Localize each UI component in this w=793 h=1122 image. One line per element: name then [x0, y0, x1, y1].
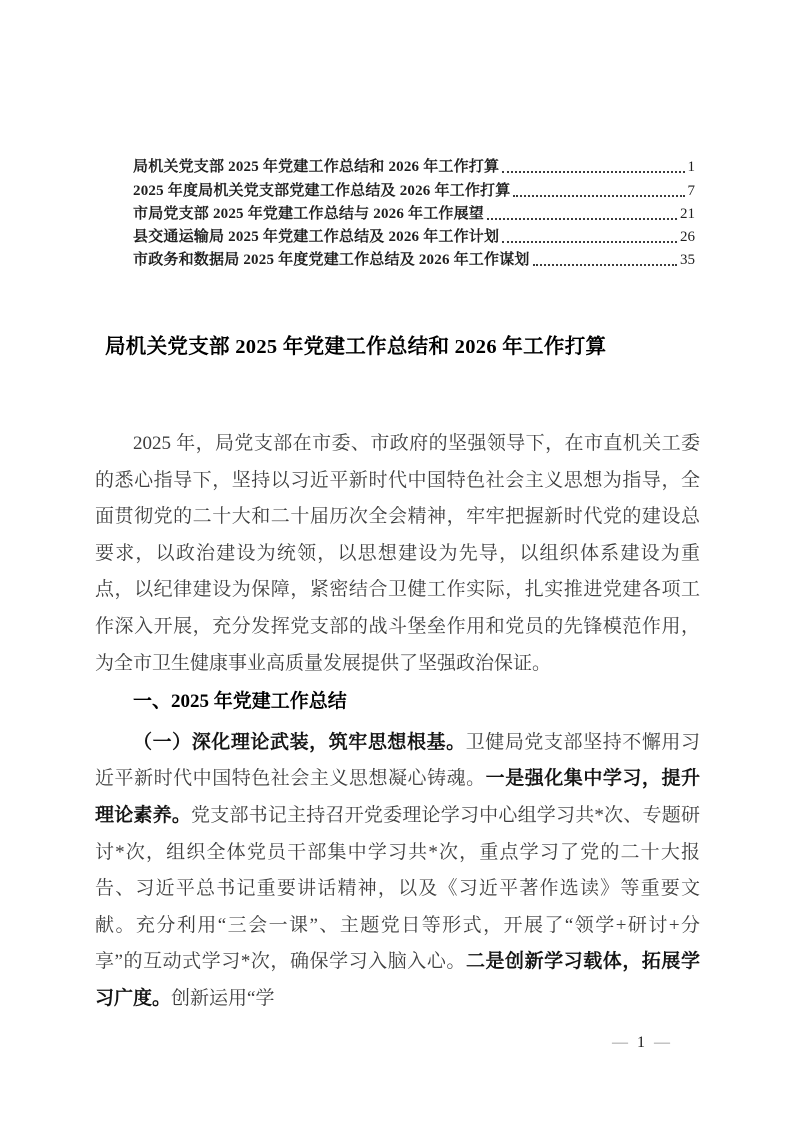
- toc-entry-title: 2025 年度局机关党支部党建工作总结及 2026 年工作打算: [133, 182, 511, 199]
- toc-entry[interactable]: [133, 223, 695, 246]
- intro-paragraph: 2025 年，局党支部在市委、市政府的坚强领导下，在市直机关工委的悉心指导下，坚持以习近平新时代中国特色社会主义思想为指导，全面贯彻党的二十大和二十届历次全会精神，牢牢把握新时代党的建设总要求，以政治建设为统领，以思想建设为先导，以组织体系建设为重点，以纪律建设为保障，紧密结合卫健工作实际，扎实推进党建各项工作深入开展，充分发挥党支部的战斗堡垒作用和党员的先锋模范作用，为全市卫生健康事业高质量发展提供了坚强政治保证。: [95, 433, 700, 674]
- toc-entry[interactable]: [133, 246, 695, 269]
- paragraph-segment: 创新运用“学: [171, 987, 275, 1009]
- toc-page-number: 26: [680, 229, 695, 246]
- page-footer: [612, 1034, 670, 1052]
- toc-leader-dots: [513, 195, 684, 197]
- paragraph-emphasis-phrase: 一是强化集中学习，提升理论素养。: [95, 768, 700, 826]
- toc-page-number: 1: [687, 159, 695, 176]
- body-paragraph: [95, 725, 700, 1018]
- table-of-contents: [133, 153, 695, 269]
- toc-leader-dots: [533, 264, 677, 266]
- toc-entry-title: 局机关党支部 2025 年党建工作总结和 2026 年工作打算: [133, 159, 500, 176]
- toc-page-number: 7: [687, 182, 695, 199]
- toc-page-number: 35: [680, 252, 695, 269]
- paragraph-segment: 党支部书记主持召开党委理论学习中心组学习共*次、专题研讨*次，组织全体党员干部集中学习共*次，重点学习了党的二十大报告、习近平总书记重要讲话精神，以及《习近平著作选读》等重要文献。充分利用“三会一课”、主题党日等形式，开展了“领学+研讨+分享”的互动式学习*次，确保学习入脑入心。: [95, 804, 700, 973]
- toc-entry-title: 市局党支部 2025 年党建工作总结与 2026 年工作展望: [133, 205, 485, 222]
- toc-entry[interactable]: [133, 153, 695, 176]
- paragraph-lead-phrase: （一）深化理论武装，筑牢思想根基。: [133, 731, 466, 753]
- section-heading: 一、2025 年党建工作总结: [133, 691, 347, 713]
- document-title: 局机关党支部 2025 年党建工作总结和 2026 年工作打算: [105, 336, 607, 358]
- document-body: [95, 426, 700, 1018]
- footer-page-number: 1: [637, 1034, 645, 1051]
- toc-entry-title: 市政务和数据局 2025 年度党建工作总结及 2026 年工作谋划: [133, 252, 530, 269]
- paragraph-emphasis-phrase: 二是创新学习载体，拓展学习广度。: [95, 951, 700, 1009]
- toc-entry-title: 县交通运输局 2025 年党建工作总结及 2026 年工作计划: [133, 229, 500, 246]
- toc-leader-dots: [502, 241, 677, 243]
- toc-leader-dots: [502, 171, 684, 173]
- paragraph-segment: 卫健局党支部坚持不懈用习近平新时代中国特色社会主义思想凝心铸魂。: [95, 731, 700, 790]
- footer-dash-right: —: [654, 1034, 670, 1051]
- toc-entry[interactable]: [133, 200, 695, 223]
- toc-entry[interactable]: [133, 176, 695, 199]
- footer-dash-left: —: [612, 1034, 628, 1051]
- toc-leader-dots: [487, 218, 677, 220]
- toc-page-number: 21: [680, 205, 695, 222]
